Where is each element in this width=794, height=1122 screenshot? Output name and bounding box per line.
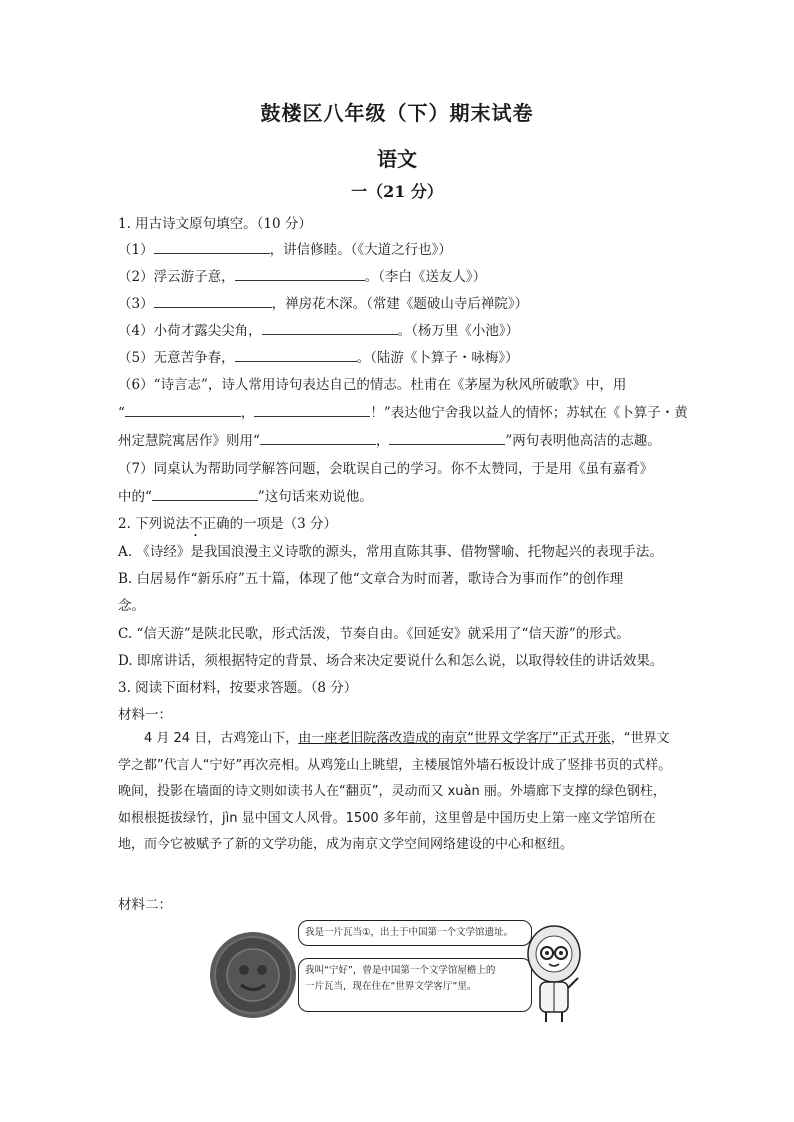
underlined-sentence: 由一座老旧院落改造成的南京“世界文学客厅”正式开张 — [298, 731, 611, 746]
q1-item-6-suffix: ！”表达他宁舍我以益人的情怀；苏轼在《卜算子・黄 — [370, 405, 688, 421]
material-1-start: 4 月 24 日，古鸡笼山下， — [144, 731, 299, 746]
material-2-figure — [206, 918, 586, 1028]
q2-stem — [118, 512, 337, 540]
q2-option-b: B. 白居易作“新乐府”五十篇，体现了他“文章合为时而著，歌诗合为事而作”的创作理 — [118, 571, 624, 587]
q2-option-b-cont: 念。 — [118, 598, 145, 614]
answer-blank[interactable] — [235, 267, 365, 281]
exam-title: 鼓楼区八年级（下）期末试卷 — [260, 101, 534, 125]
subject-title: 语文 — [377, 147, 417, 171]
q1-item-3-suffix: ，禅房花木深。（常建《题破山寺后禅院》） — [271, 296, 529, 312]
q1-item-1-suffix: ，讲信修睦。（《大道之行也》） — [269, 242, 452, 258]
answer-blank[interactable] — [154, 294, 272, 308]
material-2-label: 材料二： — [118, 897, 172, 913]
bubble-2-line-2: 一片瓦当，现在住在“世界文学客厅”里。 — [305, 981, 477, 992]
speech-bubble-2 — [298, 958, 532, 1012]
answer-blank[interactable] — [125, 403, 241, 417]
q1-item-1 — [118, 238, 452, 258]
answer-blank[interactable] — [235, 348, 357, 362]
answer-blank[interactable] — [152, 487, 258, 501]
q1-item-1-prefix: （1） — [118, 242, 154, 258]
answer-blank[interactable] — [389, 431, 505, 445]
ninghao-mascot-icon — [522, 920, 586, 1024]
answer-blank[interactable] — [262, 321, 398, 335]
bubble-1-text: 我是一片瓦当①，出土于中国第一个文学馆遗址。 — [305, 927, 514, 938]
q1-item-7: （7）同桌认为帮助同学解答问题，会耽误自己的学习。你不太赞同，于是用《虽有嘉肴》 — [118, 461, 654, 477]
answer-blank[interactable] — [254, 403, 370, 417]
q1-item-4-suffix: 。（杨万里《小池》） — [397, 323, 520, 339]
material-1-rest: ，“世界文学之都”代言人“宁好”再次亮相。从鸡笼山上眺望，主楼展馆外墙石板设计成了竖排书页的式样。晚间，投影在墙面的诗文则如读书人在“翻页”，灵动而又 xuàn 丽。外墙廊下支撑的绿色钢柱，如根根挺拔绿竹，jìn 显中国文人风骨。1500 多年前，这里曾是中国历史上第一座文学馆所在地，而今它被赋予了新的文学功能，成为南京文学空间网络建设的中心和枢纽。 — [118, 731, 672, 852]
q2-option-c: C. “信天游”是陕北民歌，形式活泼，节奏自由。《回延安》就采用了“信天游”的形式。 — [118, 626, 630, 642]
q1-item-6-text: 州定慧院寓居作》则用“ — [118, 433, 260, 449]
q1-item-4 — [118, 319, 519, 339]
comma: ， — [240, 405, 255, 421]
answer-blank[interactable] — [154, 240, 270, 254]
q1-item-7-prefix: 中的“ — [118, 489, 152, 505]
q1-item-2-prefix: （2）浮云游子意， — [118, 269, 235, 285]
q1-item-3 — [118, 292, 528, 312]
q1-item-5 — [118, 346, 519, 366]
q1-item-2 — [118, 265, 486, 285]
q1-item-7-suffix: ”这句话来劝说他。 — [257, 489, 373, 505]
answer-blank[interactable] — [260, 431, 376, 445]
q1-item-3-prefix: （3） — [118, 296, 154, 312]
q1-item-2-suffix: 。（李白《送友人》） — [364, 269, 487, 285]
speech-bubble-1 — [298, 920, 532, 946]
emphasis-not: 不 — [189, 516, 203, 532]
bubble-2-line-1: 我叫“宁好”，曾是中国第一个文学馆屋檐上的 — [305, 965, 496, 976]
q1-item-4-prefix: （4）小荷才露尖尖角， — [118, 323, 262, 339]
section-heading: 一（21 分） — [351, 182, 443, 201]
q1-item-5-prefix: （5）无意苦争春， — [118, 350, 235, 366]
material-1-label: 材料一： — [118, 707, 172, 723]
q2-stem-a: 2. 下列说法 — [118, 516, 190, 532]
q2-stem-b: 正确的一项是（3 分） — [202, 516, 338, 532]
q1-item-6-cont — [118, 401, 688, 421]
q1-item-6-cont2 — [118, 429, 661, 449]
quote-open: “ — [118, 405, 125, 421]
q3-stem: 3. 阅读下面材料，按要求答题。（8 分） — [118, 680, 358, 696]
material-1-text — [118, 726, 678, 859]
q1-item-6-end: ”两句表明他高洁的志趣。 — [505, 433, 661, 449]
q1-item-6: （6）“诗言志”，诗人常用诗句表达自己的情志。杜甫在《茅屋为秋风所破歌》中，用 — [118, 377, 627, 393]
comma: ， — [375, 433, 390, 449]
q1-stem: 1. 用古诗文原句填空。（10 分） — [118, 216, 312, 232]
q1-item-7-cont — [118, 485, 373, 505]
tile-end-image — [208, 930, 298, 1020]
q1-item-5-suffix: 。（陆游《卜算子・咏梅》） — [356, 350, 519, 366]
q2-option-d: D. 即席讲话，须根据特定的背景、场合来决定要说什么和怎么说，以取得较佳的讲话效果。 — [118, 653, 664, 669]
q2-option-a: A. 《诗经》是我国浪漫主义诗歌的源头，常用直陈其事、借物譬喻、托物起兴的表现手法。 — [118, 544, 663, 560]
